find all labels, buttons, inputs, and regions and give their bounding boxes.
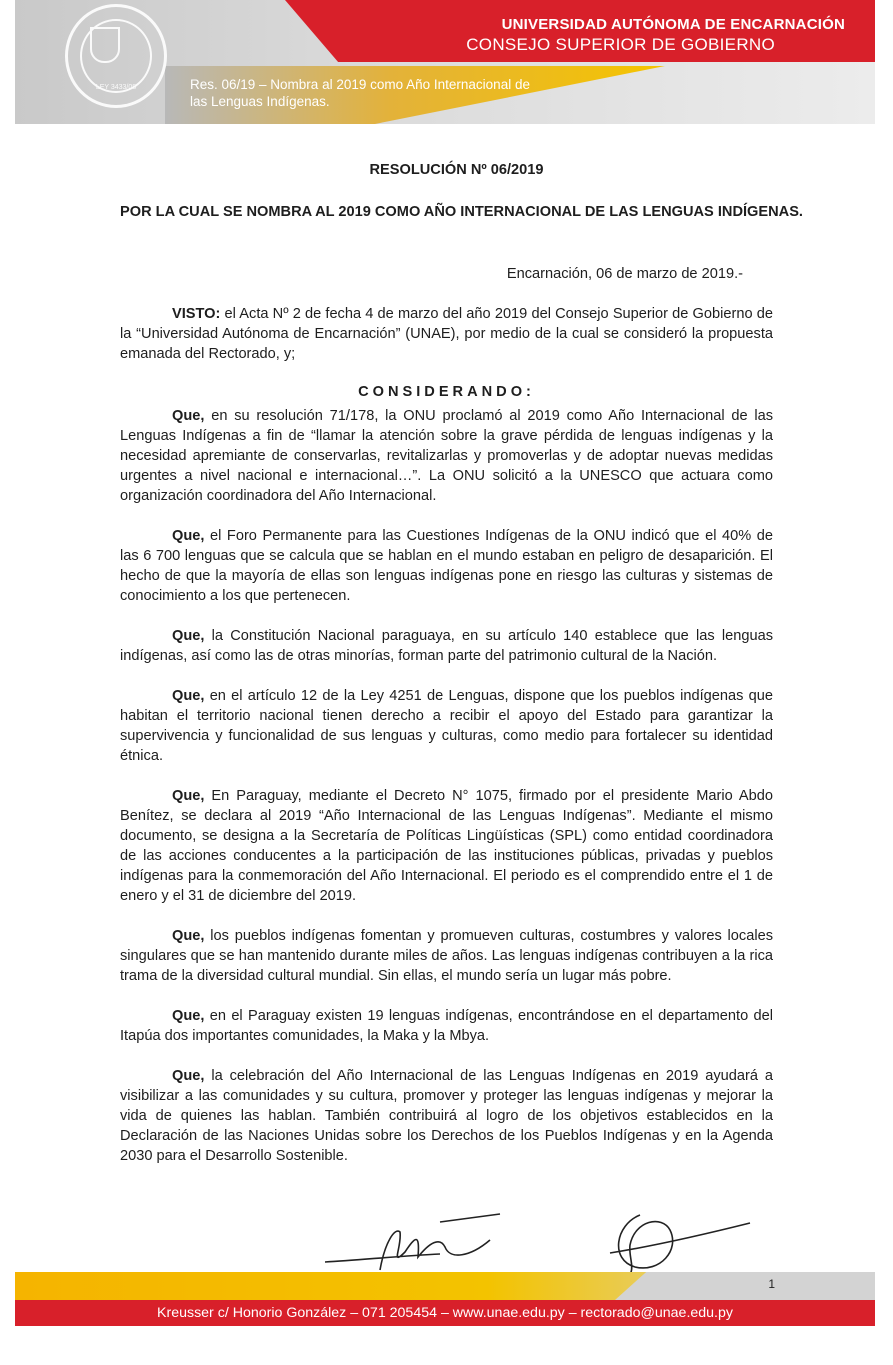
- consideration-paragraph: Que, en el Paraguay existen 19 lenguas indígenas, encontrándose en el departamento del Itapúa dos importantes comunidades, la Maka y la Mbya.: [120, 1008, 773, 1044]
- document-body: [120, 160, 803, 1166]
- document-title: RESOLUCIÓN Nº 06/2019: [369, 162, 544, 178]
- visto-paragraph: VISTO: el Acta Nº 2 de fecha 4 de marzo del año 2019 del Consejo Superior de Gobierno de la “Universidad Autónoma de Encarnación” (UNAE), por medio de la cual se consideró la propuesta emanada del Rectorado, y;: [120, 306, 773, 362]
- document-date: Encarnación, 06 de marzo de 2019.-: [506, 266, 743, 282]
- header-resolution-summary: Res. 06/19 – Nombra al 2019 como Año Internacional de las Lenguas Indígenas.: [190, 77, 530, 109]
- considerando-heading: CONSIDERANDO:: [358, 384, 535, 400]
- consideration-paragraph: Que, los pueblos indígenas fomentan y promueven culturas, costumbres y valores locales singulares que se han mantenido durante miles de años. Las lenguas indígenas contribuyen a la rica trama de la diversidad cultural mundial. Sin ellas, el mundo sería un lugar más pobre.: [120, 928, 773, 984]
- seal-text: LEY 3433/08: [95, 84, 137, 91]
- university-name: UNIVERSIDAD AUTÓNOMA DE ENCARNACIÓN: [501, 16, 845, 33]
- consideration-paragraph: Que, la Constitución Nacional paraguaya, en su artículo 140 establece que las lenguas indígenas, así como las de otras minorías, forman parte del patrimonio cultural de la Nación.: [120, 628, 773, 664]
- consideration-paragraph: Que, el Foro Permanente para las Cuestiones Indígenas de la ONU indicó que el 40% de las 6 700 lenguas que se calcula que se hablan en el mundo estaban en peligro de desaparición. El hecho de que la mayoría de ellas son lenguas indígenas pone en riesgo las culturas y sistemas de conocimiento a los que pertenecen.: [120, 528, 773, 604]
- page-number: 1: [768, 1277, 775, 1291]
- letterhead-header: [15, 0, 875, 126]
- consideration-paragraph: Que, en su resolución 71/178, la ONU proclamó al 2019 como Año Internacional de las Lenguas Indígenas a fin de “llamar la atención sobre la grave pérdida de lenguas indígenas y la necesidad apremiante de conservarlas, revitalizarlas y promoverlas y de adoptar nuevas medidas urgentes a nivel nacional e internacional…”. La ONU solicitó a la UNESCO que actuara como organización coordinadora del Año Internacional.: [120, 408, 773, 504]
- council-name: CONSEJO SUPERIOR DE GOBIERNO: [466, 35, 775, 54]
- consideration-paragraph: Que, la celebración del Año Internacional de las Lenguas Indígenas en 2019 ayudará a visibilizar a las comunidades y su cultura, promover y proteger las lenguas indígenas y mejorar la vida de quienes las hablan. También contribuirá al logro de los objetivos establecidos en la Declaración de las Naciones Unidas sobre los Derechos de los Pueblos Indígenas y en la Agenda 2030 para el Desarrollo Sostenible.: [120, 1068, 773, 1164]
- footer-grey-band: [615, 1272, 875, 1300]
- letterhead-footer: [15, 1272, 875, 1332]
- footer-contact-info: Kreusser c/ Honorio González – 071 205454 – www.unae.edu.py – rectorado@unae.edu.py: [157, 1305, 733, 1321]
- consideration-paragraph: Que, En Paraguay, mediante el Decreto N° 1075, firmado por el presidente Mario Abdo Benítez, se declara al 2019 “Año Internacional de las Lenguas Indígenas”. Mediante el mismo documento, se designa a la Secretaría de Políticas Lingüísticas (SPL) como entidad coordinadora de las acciones conducentes a la participación de las instituciones públicas, privadas y pueblos indígenas para la conmemoración del Año Internacional. El periodo es el comprendido entre el 1 de enero y el 31 de diciembre del 2019.: [120, 788, 773, 904]
- consideration-paragraph: Que, en el artículo 12 de la Ley 4251 de Lenguas, dispone que los pueblos indígenas que habitan el territorio nacional tienen derecho a recibir el apoyo del Estado para garantizar la supervivencia y funcionalidad de sus lenguas y culturas, como medio para fortalecer su identidad étnica.: [120, 688, 773, 764]
- document-subtitle: POR LA CUAL SE NOMBRA AL 2019 COMO AÑO INTERNACIONAL DE LAS LENGUAS INDÍGENAS.: [120, 204, 803, 220]
- visto-label: VISTO:: [172, 306, 221, 322]
- university-seal-icon: [65, 4, 167, 108]
